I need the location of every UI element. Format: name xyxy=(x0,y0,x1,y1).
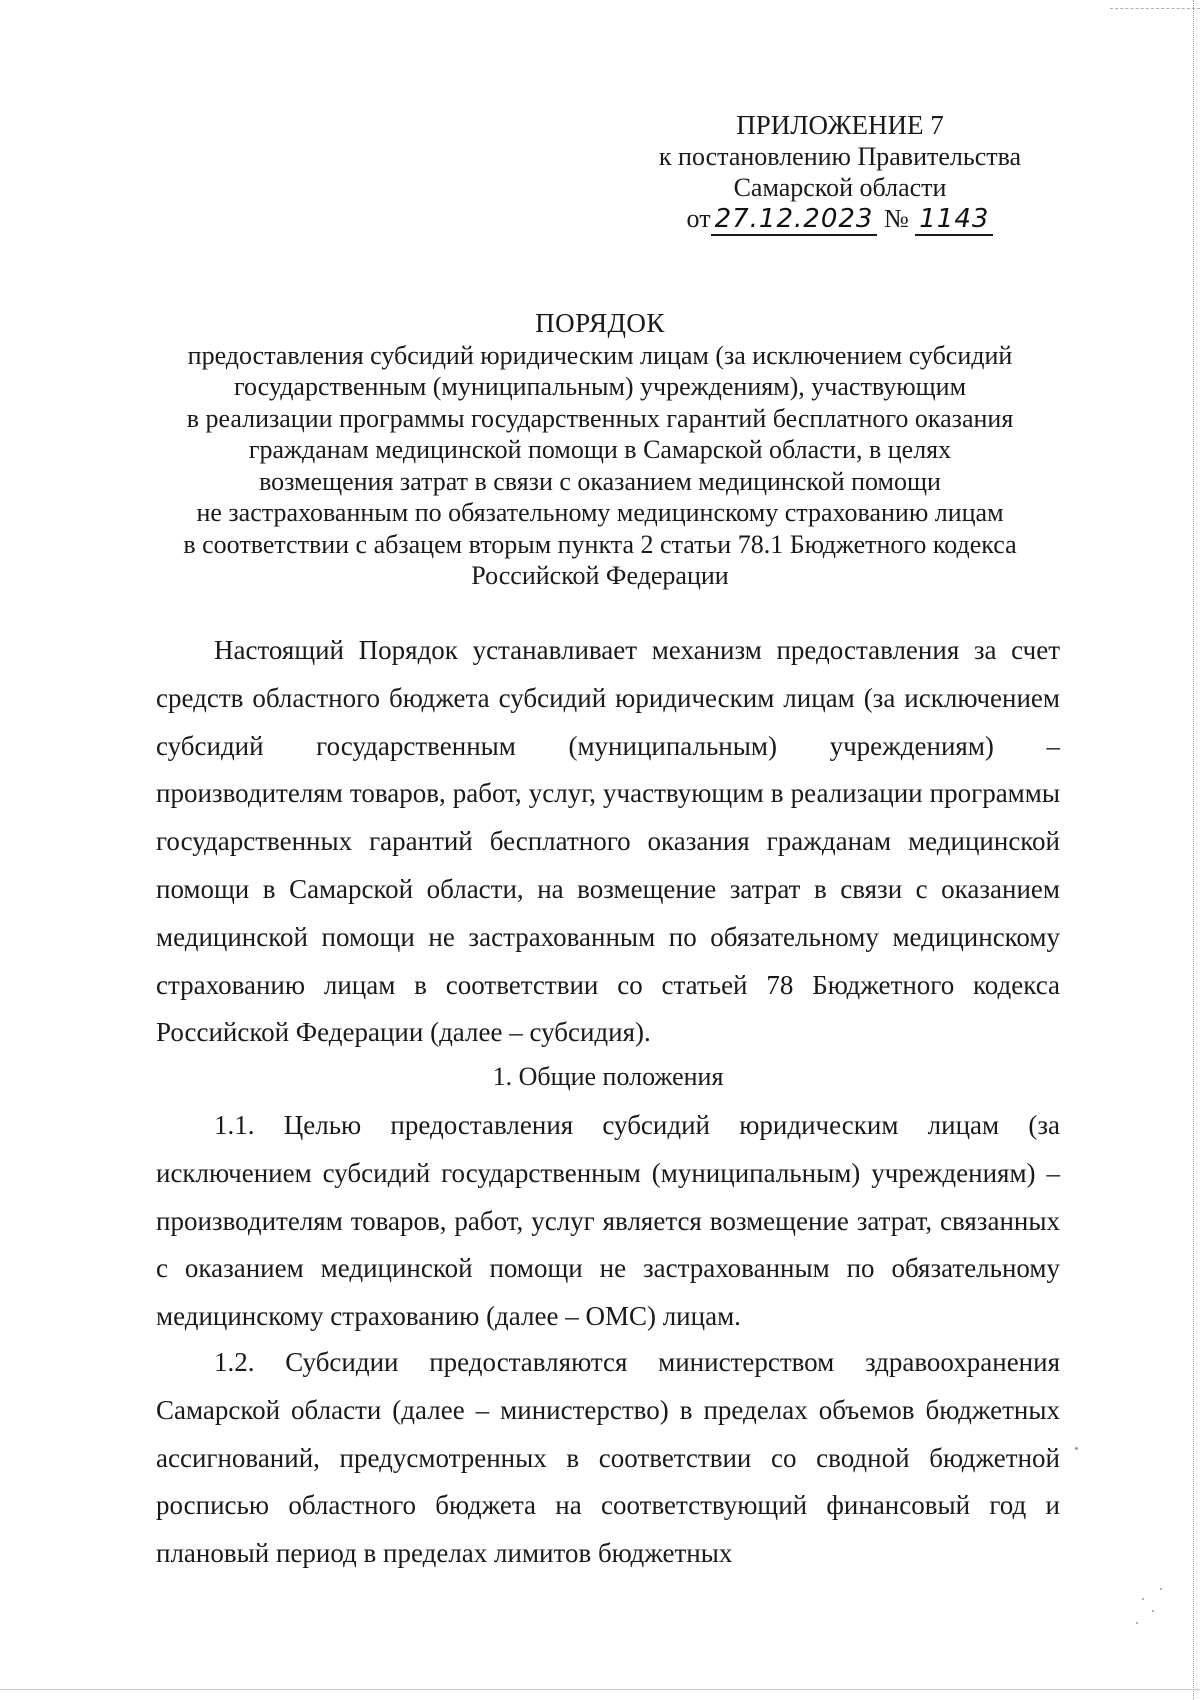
page-edge xyxy=(0,1689,1200,1690)
title-line: предоставления субсидий юридическим лицам (за исключением субсидий xyxy=(187,340,1013,370)
scan-speck xyxy=(1075,1447,1078,1450)
title-line: Российской Федерации xyxy=(471,561,729,590)
intro-paragraph: Настоящий Порядок устанавливает механизм предоставления за счет средств областного бюджета субсидий юридическим лицам (за исключением субсидий государственным (муниципальным) учреждениям) – производителям товаров, работ, услуг, участвующим в реализации программы государственных гарантий бесплатного оказания гражданам медицинской помощи в Самарской области, на возмещение затрат в связи с оказанием медицинской помощи не застрахованным по обязательному медицинскому страхованию лицам в соответствии со статьей 78 Бюджетного кодекса Российской Федерации (далее – субсидия). xyxy=(156,635,1060,1048)
handwritten-date: 27.12.2023 xyxy=(711,204,878,236)
annex-date-number-line xyxy=(630,203,1050,235)
document-title xyxy=(140,308,1060,592)
date-prefix: от xyxy=(686,204,711,233)
scan-speck xyxy=(1136,1622,1138,1624)
title-line: не застрахованным по обязательному медицинскому страхованию лицам xyxy=(196,498,1004,527)
annex-label: ПРИЛОЖЕНИЕ 7 xyxy=(736,110,944,140)
paragraph-1-1: 1.1. Целью предоставления субсидий юридическим лицам (за исключением субсидий государственным (муниципальным) учреждениям) – производителям товаров, работ, услуг является возмещение затрат, связанных с оказанием медицинской помощи не застрахованным по обязательному медицинскому страхованию (далее – ОМС) лицам. xyxy=(156,1110,1060,1332)
title-line: возмещения затрат в связи с оказанием медицинской помощи xyxy=(259,466,941,496)
title-line: в соответствии с абзацем вторым пункта 2 статьи 78.1 Бюджетного кодекса xyxy=(183,529,1017,559)
annex-region-line: Самарской области xyxy=(733,173,947,202)
paragraph-1-2: 1.2. Субсидии предоставляются министерством здравоохранения Самарской области (далее – министерство) в пределах объемов бюджетных ассигнований, предусмотренных в соответствии со сводной бюджетной росписью областного бюджета на соответствующий финансовый год и плановый период в пределах лимитов бюджетных xyxy=(156,1347,1060,1569)
number-prefix: № xyxy=(883,204,909,233)
title-line: в реализации программы государственных гарантий бесплатного оказания xyxy=(186,403,1014,433)
title-line: гражданам медицинской помощи в Самарской области, в целях xyxy=(248,435,952,464)
scan-speck xyxy=(1160,1588,1162,1590)
annex-resolution-line: к постановлению Правительства xyxy=(658,142,1022,171)
page-edge xyxy=(1193,0,1194,1700)
scan-speck xyxy=(1152,1610,1154,1612)
title-main: ПОРЯДОК xyxy=(535,308,665,338)
section-heading: 1. Общие положения xyxy=(492,1062,724,1091)
annex-header xyxy=(630,110,1050,235)
scan-speck xyxy=(1142,1598,1144,1600)
page-edge xyxy=(1110,8,1200,9)
title-line: государственным (муниципальным) учреждениям), участвующим xyxy=(233,372,967,401)
handwritten-number: 1143 xyxy=(915,204,993,236)
